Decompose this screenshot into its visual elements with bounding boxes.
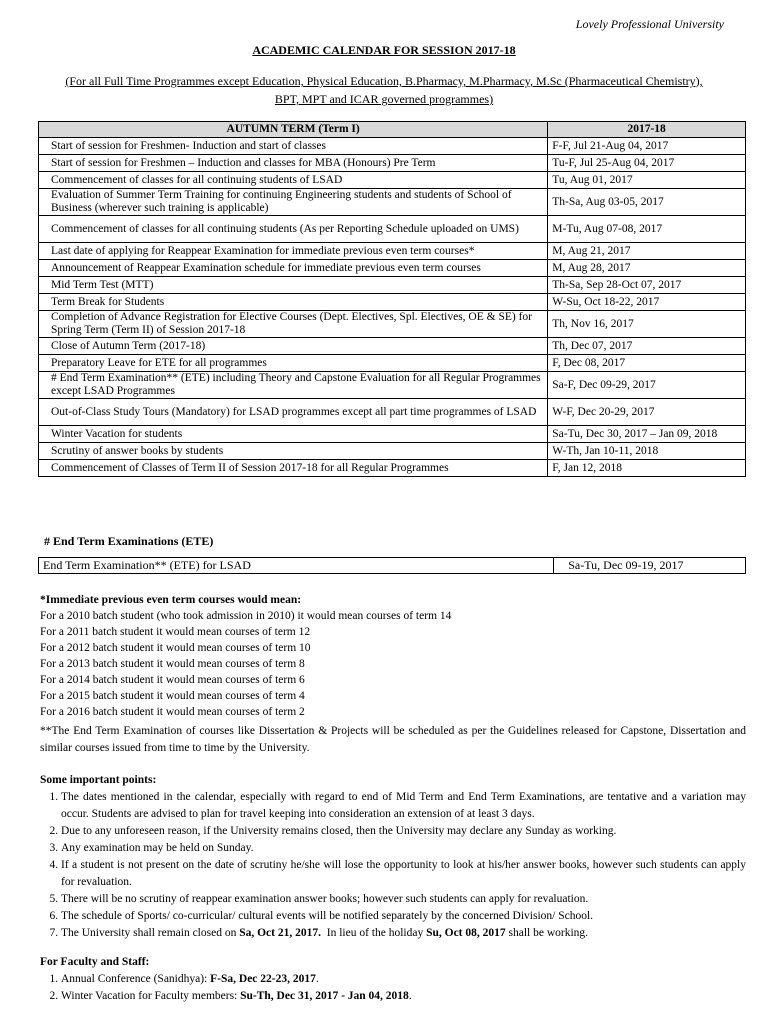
date-cell: Sa-F, Dec 09-29, 2017 — [548, 372, 746, 399]
event-cell: Commencement of classes for all continuing students (As per Reporting Schedule uploaded on UMS) — [39, 216, 548, 243]
date-cell: Th, Dec 07, 2017 — [548, 338, 746, 355]
list-item: 2. Due to any unforeseen reason, if the University remains closed, then the University may declare any Sunday as working. — [61, 823, 746, 840]
column-header-term: AUTUMN TERM (Term I) — [39, 122, 548, 138]
table-row — [39, 260, 746, 277]
page-subtitle — [30, 72, 738, 108]
table-row — [39, 372, 746, 399]
table-row — [39, 189, 746, 216]
calendar-header-row — [39, 122, 746, 138]
event-cell: Preparatory Leave for ETE for all programmes — [39, 355, 548, 372]
table-row — [39, 172, 746, 189]
list-item: 4. If a student is not present on the date of scrutiny he/she will lose the opportunity to look at his/her answer books, however such students can apply for revaluation. — [61, 857, 746, 891]
list-item: For a 2016 batch student it would mean courses of term 2 — [40, 706, 305, 718]
date-cell: Sa-Tu, Dec 09-19, 2017 — [554, 558, 746, 574]
closed-date: Sa, Oct 21, 2017. — [239, 927, 321, 939]
table-row — [39, 399, 746, 426]
list-item — [61, 971, 746, 988]
event-cell: Commencement of Classes of Term II of Session 2017-18 for all Regular Programmes — [39, 460, 548, 477]
table-row — [39, 243, 746, 260]
page-title: ACADEMIC CALENDAR FOR SESSION 2017-18 — [252, 43, 516, 57]
event-cell: Close of Autumn Term (2017-18) — [39, 338, 548, 355]
list-item: For a 2013 batch student it would mean courses of term 8 — [40, 658, 305, 670]
event-cell: Last date of applying for Reappear Examination for immediate previous even term courses* — [39, 243, 548, 260]
table-row — [39, 277, 746, 294]
date-cell: F, Jan 12, 2018 — [548, 460, 746, 477]
event-cell: Evaluation of Summer Term Training for continuing Engineering students and students of School of Business (wherever such training is applicable) — [39, 189, 548, 216]
date-cell: M, Aug 21, 2017 — [548, 243, 746, 260]
event-cell: Commencement of classes for all continuing students of LSAD — [39, 172, 548, 189]
event-cell: Start of session for Freshmen – Induction and classes for MBA (Honours) Pre Term — [39, 155, 548, 172]
ete-footnote: **The End Term Examination of courses like Dissertation & Projects will be scheduled as per the Guidelines released for Capstone, Dissertation and similar courses issued from time to time by the University. — [40, 725, 746, 754]
conference-date: F-Sa, Dec 22-23, 2017 — [210, 973, 316, 985]
important-points-section — [40, 772, 746, 942]
point-7-text-b: In lieu of the holiday — [321, 927, 427, 939]
event-cell: Out-of-Class Study Tours (Mandatory) for LSAD programmes except all part time programmes of LSAD — [39, 399, 548, 426]
list-item: 1. The dates mentioned in the calendar, especially with regard to end of Mid Term and End Term Examinations, are tentative and a variation may occur. Students are advised to plan for travel keeping into consideration an extension of at least 3 days. — [61, 789, 746, 823]
important-points-list — [40, 789, 746, 942]
subtitle-line-2: BPT, MPT and ICAR governed programmes) — [274, 92, 494, 106]
table-row — [39, 355, 746, 372]
ete-table — [38, 557, 746, 574]
list-item — [61, 925, 746, 942]
faculty-vacation-date: Su-Th, Dec 31, 2017 - Jan 04, 2018 — [240, 990, 409, 1002]
table-row — [39, 294, 746, 311]
table-row — [39, 216, 746, 243]
date-cell: F-F, Jul 21-Aug 04, 2017 — [548, 138, 746, 155]
date-cell: W-F, Dec 20-29, 2017 — [548, 399, 746, 426]
date-cell: Th, Nov 16, 2017 — [548, 311, 746, 338]
event-cell: Winter Vacation for students — [39, 426, 548, 443]
date-cell: Tu, Aug 01, 2017 — [548, 172, 746, 189]
faculty-vacation-label: Winter Vacation for Faculty members: — [61, 990, 241, 1002]
table-row — [39, 338, 746, 355]
event-cell: Announcement of Reappear Examination schedule for immediate previous even term courses — [39, 260, 548, 277]
university-name: Lovely Professional University — [575, 17, 724, 31]
event-cell: End Term Examination** (ETE) for LSAD — [39, 558, 554, 574]
table-row — [39, 558, 746, 574]
table-row — [39, 311, 746, 338]
working-date: Su, Oct 08, 2017 — [426, 927, 506, 939]
point-7-text-c: shall be working. — [505, 927, 589, 939]
date-cell: Sa-Tu, Dec 30, 2017 – Jan 09, 2018 — [548, 426, 746, 443]
list-item: 5. There will be no scrutiny of reappear examination answer books; however such students can apply for revaluation. — [61, 891, 746, 908]
table-row — [39, 426, 746, 443]
event-cell: Mid Term Test (MTT) — [39, 277, 548, 294]
table-row — [39, 138, 746, 155]
event-cell: Start of session for Freshmen- Induction and start of classes — [39, 138, 548, 155]
event-cell: Scrutiny of answer books by students — [39, 443, 548, 460]
list-item — [61, 988, 746, 1005]
table-row — [39, 460, 746, 477]
period: . — [408, 990, 412, 1002]
calendar-table — [38, 121, 746, 477]
list-item: For a 2015 batch student it would mean courses of term 4 — [40, 690, 305, 702]
period: . — [315, 973, 319, 985]
event-cell: Term Break for Students — [39, 294, 548, 311]
date-cell: Tu-F, Jul 25-Aug 04, 2017 — [548, 155, 746, 172]
event-cell: Completion of Advance Registration for Elective Courses (Dept. Electives, Spl. Electives, OE & SE) for Spring Term (Term II) of Session 2017-18 — [39, 311, 548, 338]
list-item: For a 2014 batch student it would mean courses of term 6 — [40, 674, 305, 686]
list-item: 3. Any examination may be held on Sunday. — [61, 840, 746, 857]
faculty-section — [40, 954, 746, 1005]
list-item: For a 2010 batch student (who took admission in 2010) it would mean courses of term 14 — [40, 610, 452, 622]
faculty-heading: For Faculty and Staff: — [40, 956, 150, 968]
date-cell: W-Th, Jan 10-11, 2018 — [548, 443, 746, 460]
event-cell: # End Term Examination** (ETE) including Theory and Capstone Evaluation for all Regular Programmes except LSAD Programmes — [39, 372, 548, 399]
immediate-terms-heading: *Immediate previous even term courses would mean: — [40, 594, 302, 606]
column-header-session: 2017-18 — [548, 122, 746, 138]
ete-heading: # End Term Examinations (ETE) — [44, 534, 214, 548]
point-7-text-a: The University shall remain closed on — [61, 927, 240, 939]
conference-label: Annual Conference (Sanidhya): — [61, 973, 211, 985]
date-cell: M, Aug 28, 2017 — [548, 260, 746, 277]
table-row — [39, 155, 746, 172]
list-item: 6. The schedule of Sports/ co-curricular/ cultural events will be notified separately by the concerned Division/ School. — [61, 908, 746, 925]
subtitle-line-1: (For all Full Time Programmes except Education, Physical Education, B.Pharmacy, M.Pharmacy, M.Sc (Pharmaceutical Chemistry), — [65, 74, 703, 88]
important-points-heading: Some important points: — [40, 774, 157, 786]
date-cell: Th-Sa, Sep 28-Oct 07, 2017 — [548, 277, 746, 294]
date-cell: M-Tu, Aug 07-08, 2017 — [548, 216, 746, 243]
date-cell: W-Su, Oct 18-22, 2017 — [548, 294, 746, 311]
list-item: For a 2012 batch student it would mean courses of term 10 — [40, 642, 311, 654]
table-row — [39, 443, 746, 460]
faculty-list — [40, 971, 746, 1005]
list-item: For a 2011 batch student it would mean courses of term 12 — [40, 626, 311, 638]
immediate-terms-section — [40, 592, 750, 720]
date-cell: Th-Sa, Aug 03-05, 2017 — [548, 189, 746, 216]
date-cell: F, Dec 08, 2017 — [548, 355, 746, 372]
